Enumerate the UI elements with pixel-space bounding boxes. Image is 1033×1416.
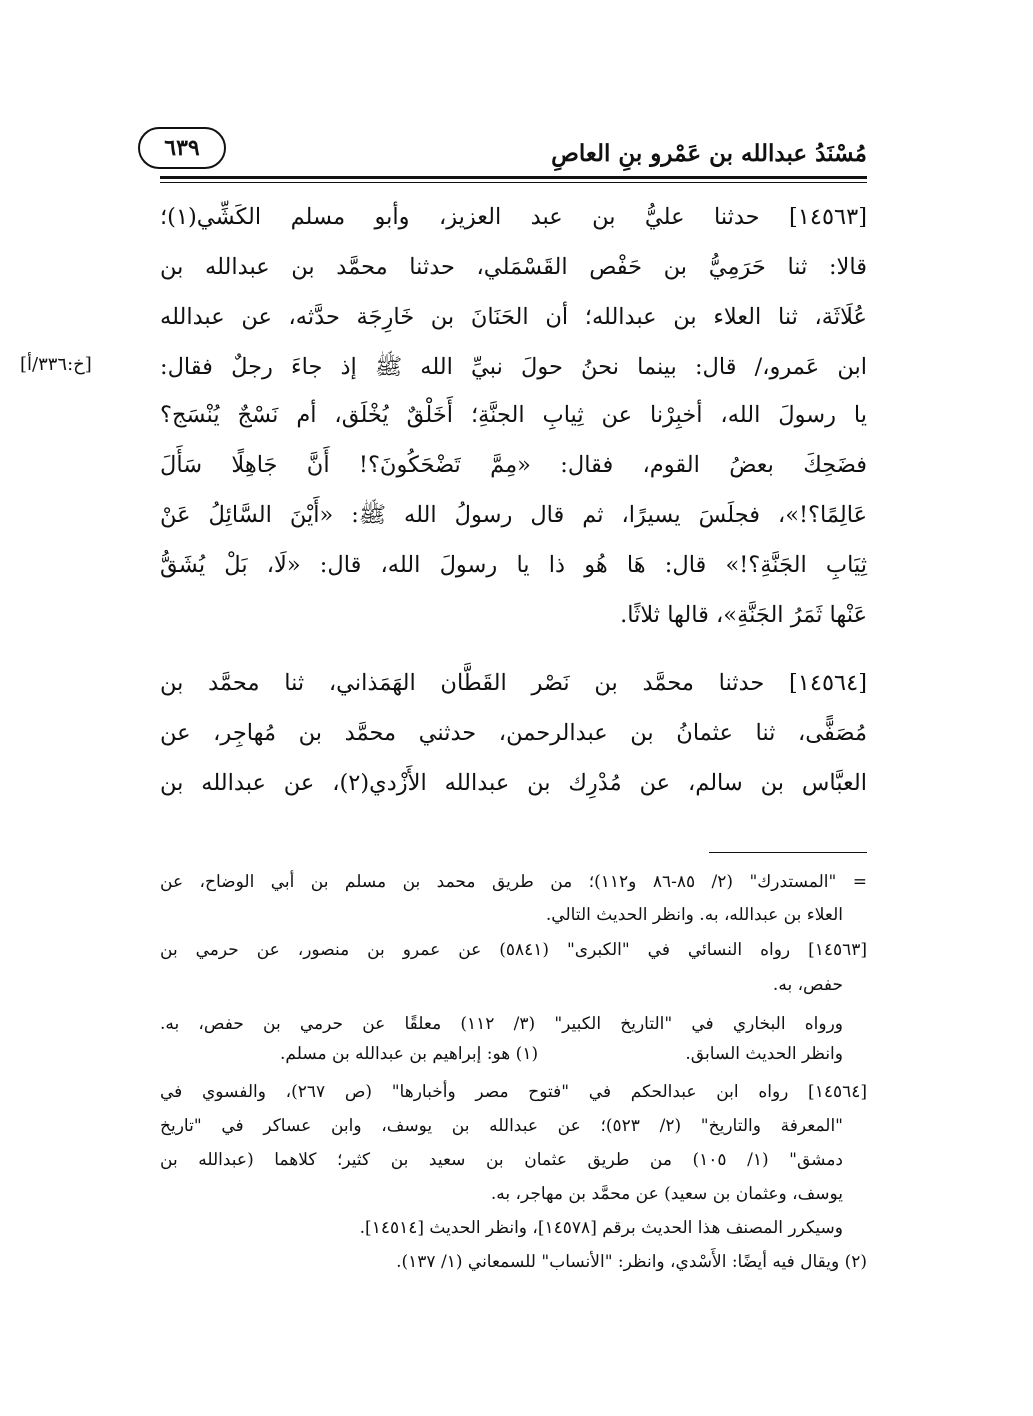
running-header-title: مُسْنَدُ عبدالله بن عَمْرو بنِ العاصِ bbox=[551, 140, 867, 167]
footnote-text: (١) هو: إبراهيم بن عبدالله بن مسلم. bbox=[280, 1044, 539, 1064]
footnote-line: "المعرفة والتاريخ" (٢/ ٥٢٣)؛ عن عبدالله بن يوسف، وابن عساكر في "تاريخ bbox=[160, 1116, 844, 1136]
body-line: ابن عَمرو،/ قال: بينما نحنُ حولَ نبيِّ الله ﷺ إذ جاءَ رجلٌ فقال: bbox=[160, 354, 867, 380]
margin-manuscript-ref: [خ:٣٣٦/أ] bbox=[20, 354, 92, 375]
footnote-line: (٢) ويقال فيه أيضًا: الأَسْدي، وانظر: "الأنساب" للسمعاني (١/ ١٣٧). bbox=[396, 1252, 867, 1272]
body-line: مُصَفًّى، ثنا عثمانُ بن عبدالرحمن، حدثني محمَّد بن مُهاجِر، عن bbox=[160, 720, 867, 746]
header-rule-thick bbox=[160, 176, 867, 179]
page-number-badge: ٦٣٩ bbox=[138, 127, 226, 169]
body-line: يا رسولَ الله، أخبِرْنا عن ثِيابِ الجنَّةِ؛ أَخَلْقٌ يُخْلَق، أم نَسْجٌ يُنْسَج؟ bbox=[160, 402, 867, 428]
footnote-line: يوسف، وعثمان بن سعيد) عن محمَّد بن مهاجر، به. bbox=[490, 1184, 843, 1204]
body-line: عُلَاثَة، ثنا العلاء بن عبدالله؛ أن الحَنَانَ بن خَارِجَة حدَّثه، عن عبدالله bbox=[160, 304, 867, 330]
body-line: العبَّاس بن سالم، عن مُدْرِك بن عبدالله الأَزْدي(٢)، عن عبدالله بن bbox=[160, 770, 867, 796]
footnote-line: [١٤٥٦٣] رواه النسائي في "الكبرى" (٥٨٤١) عن عمرو بن منصور، عن حرمي بن bbox=[160, 940, 868, 960]
footnote-line: = "المستدرك" (٢/ ٨٥-٨٦ و١١٢)؛ من طريق محمد بن مسلم بن أبي الوضاح، عن bbox=[160, 872, 867, 892]
footnote-line bbox=[160, 1040, 867, 1069]
footnote-line: ورواه البخاري في "التاريخ الكبير" (٣/ ١١٢) معلقًا عن حرمي بن حفص، به. bbox=[160, 1014, 843, 1034]
hadith-text-line: عَالِمًا؟!»، فجلَسَ يسيرًا، ثم قال رسولُ الله ﷺ: «أَيْنَ السَّائِلُ عَنْ bbox=[160, 502, 867, 528]
body-line: [١٤٥٦٤] حدثنا محمَّد بن نَصْر القَطَّان الهَمَذاني، ثنا محمَّد بن bbox=[160, 670, 867, 696]
footnote-line: حفص، به. bbox=[772, 975, 843, 995]
body-line: قالا: ثنا حَرَمِيُّ بن حَفْص القَسْمَلي، حدثنا محمَّد بن عبدالله بن bbox=[160, 254, 867, 280]
hadith-text-line: فضَحِكَ بعضُ القوم، فقال: «مِمَّ تَضْحَكُونَ؟! أَنَّ جَاهِلًا سَأَلَ bbox=[160, 452, 867, 478]
footnote-line: وسيكرر المصنف هذا الحديث برقم [١٤٥٧٨]، وانظر الحديث [١٤٥١٤]. bbox=[359, 1218, 843, 1238]
body-line: [١٤٥٦٣] حدثنا عليُّ بن عبد العزيز، وأبو مسلم الكَشِّي(١)؛ bbox=[160, 204, 867, 230]
footnote-separator bbox=[709, 852, 867, 853]
header-rule-thin bbox=[160, 182, 867, 183]
hadith-text-line: عَنْها ثَمَرُ الجَنَّةِ»، قالها ثلاثًا. bbox=[620, 602, 867, 628]
footnote-line: العلاء بن عبدالله، به. وانظر الحديث التالي. bbox=[545, 905, 843, 925]
footnote-line: [١٤٥٦٤] رواه ابن عبدالحكم في "فتوح مصر وأخبارها" (ص ٢٦٧)، والفسوي في bbox=[160, 1082, 867, 1102]
footnote-line: دمشق" (١/ ١٠٥) من طريق عثمان بن سعيد بن كثير؛ كلاهما (عبدالله بن bbox=[160, 1150, 843, 1170]
hadith-text-line: ثِيَابِ الجَنَّةِ؟!» قال: هَا هُو ذا يا رسولَ الله، قال: «لَا، بَلْ يُشَقُّ bbox=[160, 552, 867, 578]
footnote-text: وانظر الحديث السابق. bbox=[685, 1044, 843, 1064]
